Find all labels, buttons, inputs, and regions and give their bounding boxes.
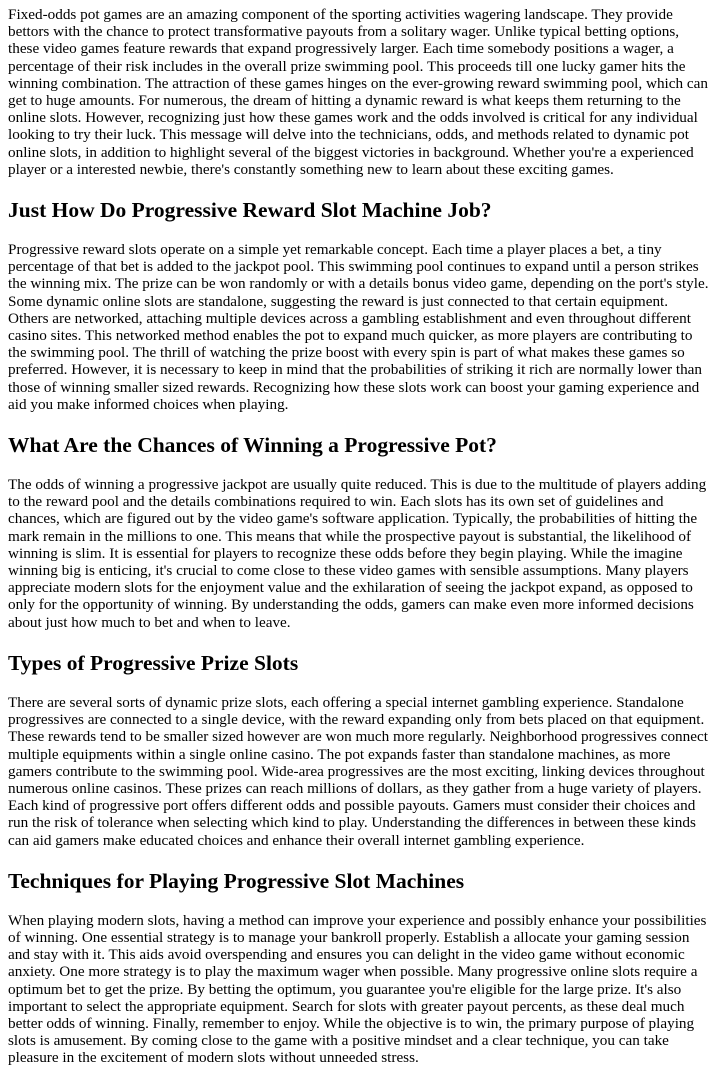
section-body-chances-of-winning: The odds of winning a progressive jackpot are usually quite reduced. This is due to the multitude of players adding to the reward pool and the details combinations required to win. Each slots has its own set of guidelines and chances, which are figured out by the video game's software application. Typically, the probabilities of hitting the mark remain in the millions to one. This means that while the prospective payout is substantial, the likelihood of winning is slim. It is essential for players to recognize these odds before they begin playing. While the imagine winning big is enticing, it's crucial to come close to these video games with sensible assumptions. Many players appreciate modern slots for the enjoyment value and the exhilaration of seeing the jackpot expand, as opposed to only for the opportunity of winning. By understanding the odds, gamers can make even more informed decisions about just how much to bet and when to leave.: [8, 476, 707, 631]
section-heading-chances-of-winning: What Are the Chances of Winning a Progressive Pot?: [8, 433, 497, 458]
section-heading-techniques: Techniques for Playing Progressive Slot Machines: [8, 868, 465, 893]
section-heading-types-of-slots: Types of Progressive Prize Slots: [8, 650, 299, 675]
section-body-types-of-slots: There are several sorts of dynamic prize slots, each offering a special internet gambling experience. Standalone progressives are connected to a single device, with the reward expanding only from bets placed on that equipment. These rewards tend to be smaller sized however are won much more regularly. Neighborhood progressives connect multiple equipments within a single online casino. The pot expands faster than standalone machines, as more gamers contribute to the swimming pool. Wide-area progressives are the most exciting, linking devices throughout numerous online casinos. These prizes can reach millions of dollars, as they gather from a huge variety of players. Each kind of progressive port offers different odds and possible payouts. Gamers must consider their choices and run the risk of tolerance when selecting which kind to play. Understanding the differences in between these kinds can aid gamers make educated choices and enhance their overall internet gambling experience.: [8, 693, 708, 849]
section-body-techniques: When playing modern slots, having a method can improve your experience and possibly enhance your possibilities of winning. One essential strategy is to manage your bankroll properly. Establish a allocate your gaming session and stay with it. This aids avoid overspending and ensures you can delight in the video game without economic anxiety. One more strategy is to play the maximum wager when possible. Many progressive online slots require a optimum bet to get the prize. By betting the optimum, you guarantee you're eligible for the large prize. It's also important to select the appropriate equipment. Search for slots with greater payout percents, as these deal much better odds of winning. Finally, remember to enjoy. While the objective is to win, the primary purpose of playing slots is amusement. By coming close to the game with a positive mindset and a clear technique, you can take pleasure in the excitement of modern slots without unneeded stress.: [8, 911, 707, 1067]
section-heading-how-slots-work: Just How Do Progressive Reward Slot Machine Job?: [8, 198, 492, 223]
section-body-how-slots-work: Progressive reward slots operate on a simple yet remarkable concept. Each time a player places a bet, a tiny percentage of that bet is added to the jackpot pool. This swimming pool continues to expand until a person strikes the winning mix. The prize can be won randomly or with a details bonus video game, depending on the port's style. Some dynamic online slots are standalone, suggesting the reward is just connected to that certain equipment. Others are networked, attaching multiple devices across a gambling establishment and even throughout different casino sites. This networked method enables the pot to expand much quicker, as more players are contributing to the swimming pool. The thrill of watching the prize boost with every spin is part of what makes these games so preferred. However, it is necessary to keep in mind that the probabilities of striking it rich are normally lower than those of winning smaller sized rewards. Recognizing how these slots work can boost your gaming experience and aid you make informed choices when playing.: [8, 241, 709, 413]
intro-paragraph: Fixed-odds pot games are an amazing component of the sporting activities wagering landscape. They provide bettors with the chance to protect transformative payouts from a solitary wager. Unlike typical betting options, these video games feature rewards that expand progressively larger. Each time somebody positions a wager, a percentage of their risk includes in the overall prize swimming pool. This proceeds till one lucky gamer hits the winning combination. The attraction of these games hinges on the ever-growing reward swimming pool, which can get to huge amounts. For numerous, the dream of hitting a dynamic reward is what keeps them returning to the online slots. However, recognizing just how these games work and the odds involved is critical for any individual looking to try their luck. This message will delve into the technicians, odds, and methods related to dynamic pot online slots, in addition to highlight several of the biggest victories in background. Whether you're a experienced player or a interested newbie, there's constantly something new to learn about these exciting games.: [8, 6, 708, 178]
